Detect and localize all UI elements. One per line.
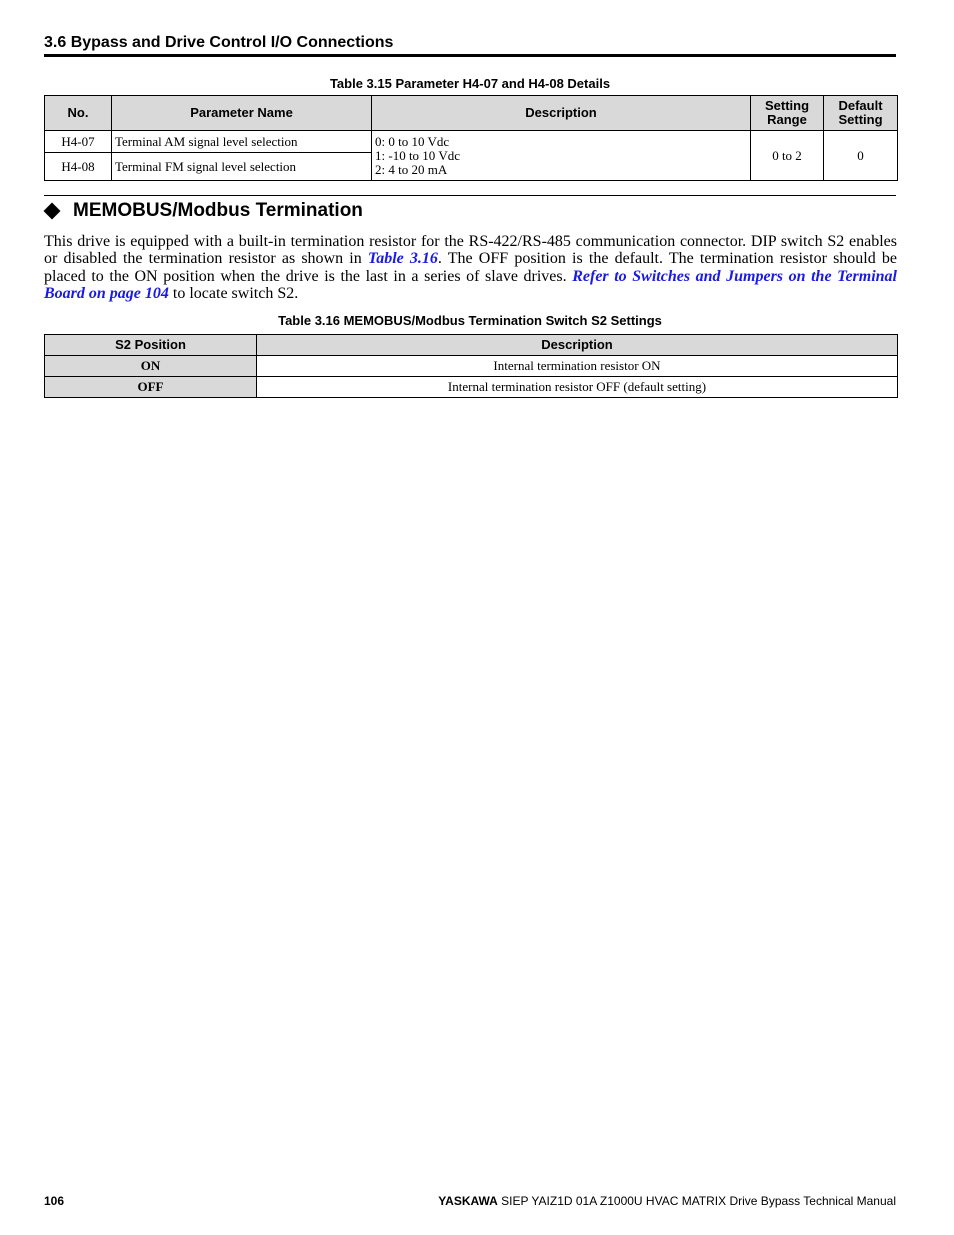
column-header-no: No. <box>45 96 112 131</box>
page-number: 106 <box>44 1194 65 1208</box>
param-default-setting: 0 <box>824 131 898 181</box>
column-header-s2-position: S2 Position <box>45 335 257 356</box>
table-row <box>45 377 898 398</box>
column-header-description: Description <box>372 96 751 131</box>
diamond-icon <box>44 203 61 220</box>
subsection-rule <box>44 195 896 196</box>
section-header: 3.6 Bypass and Drive Control I/O Connections <box>44 34 394 51</box>
description-line: 2: 4 to 20 mA <box>375 161 448 177</box>
table-3-15 <box>44 95 898 181</box>
paragraph-text: to locate switch S2. <box>168 284 299 302</box>
table-row <box>45 131 898 153</box>
paragraph-text: . The OFF position is the default. The termination resistor should be placed to the ON position when the drive is the last in a series of slave drives. <box>44 250 898 285</box>
param-name-h4-07: Terminal AM signal level selection <box>112 131 372 153</box>
footer-manual-title <box>438 1194 896 1208</box>
column-header-default-setting: Default Setting <box>824 96 898 131</box>
table-row <box>45 356 898 377</box>
header-rule <box>44 54 896 57</box>
body-paragraph <box>44 233 897 302</box>
param-number-h4-08: H4-08 <box>45 153 112 181</box>
s2-description-off: Internal termination resistor OFF (default setting) <box>257 377 898 398</box>
param-number-h4-07: H4-07 <box>45 131 112 153</box>
table-header-row <box>45 335 898 356</box>
footer-brand: YASKAWA <box>438 1194 498 1208</box>
table-3-15-caption: Table 3.15 Parameter H4-07 and H4-08 Details <box>329 76 611 91</box>
switches-jumpers-link[interactable]: Refer to Switches and Jumpers on the Terminal Board on page 104 <box>44 267 898 302</box>
description-line: 0: 0 to 10 Vdc <box>375 133 450 149</box>
s2-position-on: ON <box>45 356 257 377</box>
param-setting-range: 0 to 2 <box>751 131 824 181</box>
subsection-title: MEMOBUS/Modbus Termination <box>73 200 363 221</box>
table-3-16-caption: Table 3.16 MEMOBUS/Modbus Termination Switch S2 Settings <box>278 313 662 328</box>
footer-manual-name: SIEP YAIZ1D 01A Z1000U HVAC MATRIX Drive Bypass Technical Manual <box>497 1194 896 1208</box>
param-name-h4-08: Terminal FM signal level selection <box>112 153 372 181</box>
paragraph-text: This drive is equipped with a built-in termination resistor for the RS-422/RS-485 communication connector. DIP switch S2 enables or disabled the termination resistor as shown in <box>44 233 897 268</box>
s2-description-on: Internal termination resistor ON <box>257 356 898 377</box>
table-3-16 <box>44 334 898 398</box>
column-header-setting-range: Setting Range <box>751 96 824 131</box>
param-description <box>372 131 751 181</box>
s2-position-off: OFF <box>45 377 257 398</box>
table-header-row <box>45 96 898 131</box>
description-line: 1: -10 to 10 Vdc <box>375 147 460 163</box>
table-3-16-link[interactable]: Table 3.16 <box>367 250 438 268</box>
column-header-parameter-name: Parameter Name <box>112 96 372 131</box>
column-header-description: Description <box>257 335 898 356</box>
